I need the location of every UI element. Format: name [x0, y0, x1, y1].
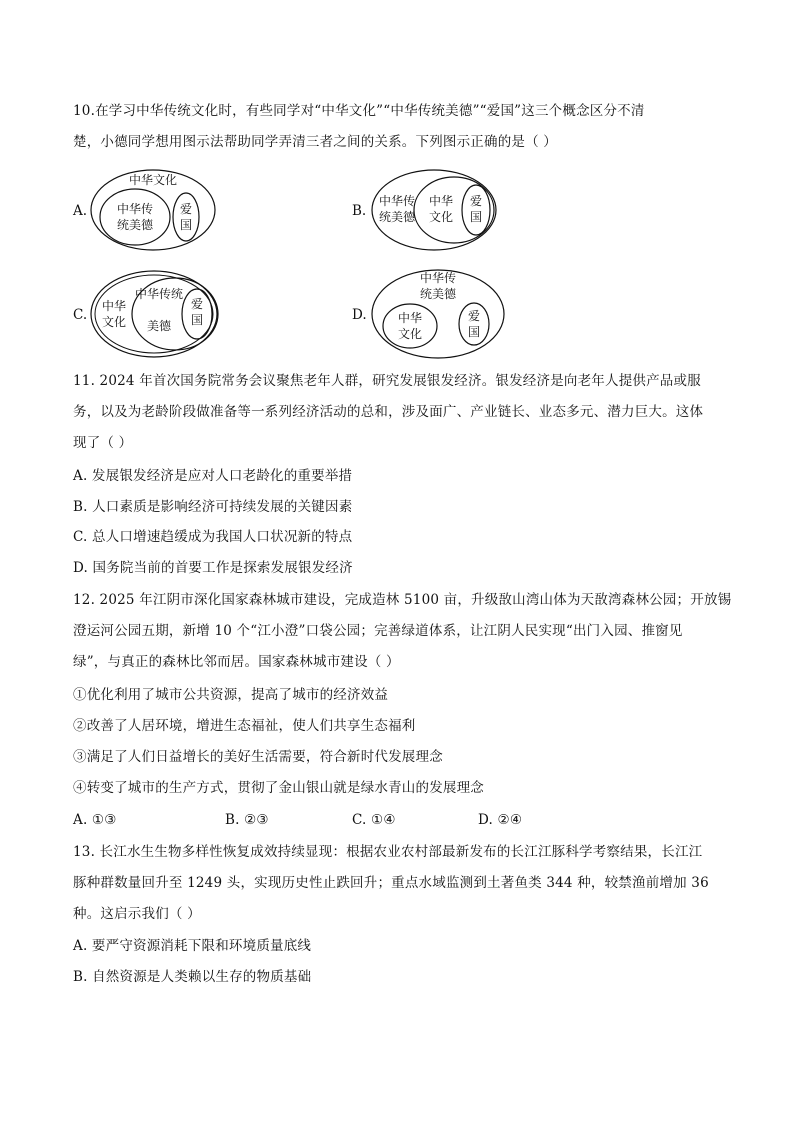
label-outer-2: 统美德: [419, 287, 457, 301]
q12-stem-line-1: 12. 2025 年江阴市深化国家森林城市建设，完成造林 5100 亩，升级敔山湾山体为天敔湾森林公园；开放锡: [73, 592, 732, 608]
label-right-2: 国: [179, 218, 193, 232]
q13-stem-line-3: 种。这启示我们（ ）: [73, 906, 201, 922]
q11-stem-line-3: 现了（ ）: [73, 435, 133, 451]
left-ellipse: [100, 189, 170, 245]
q12-statement-1: ①优化利用了城市公共资源，提高了城市的经济效益: [73, 687, 389, 703]
label-middle-2: 美德: [146, 319, 172, 333]
q12-statement-3: ③满足了人们日益增长的美好生活需要，符合新时代发展理念: [73, 749, 443, 765]
q10-option-a-diagram[interactable]: [88, 167, 218, 253]
q13-option-a[interactable]: A. 要严守资源消耗下限和环境质量底线: [73, 938, 312, 954]
q10-stem-line-1: 10.在学习中华传统文化时，有些同学对“中华文化”“中华传统美德”“爱国”这三个概念区分不清: [73, 103, 645, 119]
right-ellipse: [173, 193, 199, 241]
label-outer-1: 中华传: [419, 271, 457, 285]
q11-option-b[interactable]: B. 人口素质是影响经济可持续发展的关键因素: [73, 499, 353, 515]
label-right-2: 国: [467, 325, 481, 339]
label-middle-1: 中华: [428, 194, 454, 208]
q11-option-d[interactable]: D. 国务院当前的首要工作是探索发展银发经济: [73, 560, 353, 576]
label-left-2: 统美德: [116, 218, 154, 232]
q10-option-d-letter[interactable]: D.: [352, 307, 367, 323]
q12-choice-a[interactable]: A. ①③: [73, 812, 117, 828]
q12-stem-line-3: 绿”，与真正的森林比邻而居。国家森林城市建设（ ）: [73, 654, 400, 670]
label-inner-1: 爱: [469, 194, 483, 208]
q12-choice-b[interactable]: B. ②③: [225, 812, 269, 828]
label-inner-2: 国: [469, 210, 483, 224]
label-left-2: 文化: [397, 327, 423, 341]
q11-option-c[interactable]: C. 总人口增速趋缓成为我国人口状况新的特点: [73, 529, 353, 545]
q13-stem-line-1: 13. 长江水生生物多样性恢复成效持续显现：根据农业农村部最新发布的长江江豚科学考察结果，长江江: [73, 844, 703, 860]
label-left-1: 中华: [397, 311, 423, 325]
q12-stem-line-2: 澄运河公园五期，新增 10 个“江小澄”口袋公园；完善绿道体系，让江阴人民实现“出门入园、推窗见: [73, 623, 683, 639]
label-inner-2: 国: [190, 313, 204, 327]
q11-stem-line-1: 11. 2024 年首次国务院常务会议聚焦老年人群，研究发展银发经济。银发经济是向老年人提供产品或服: [73, 373, 701, 389]
label-inner-1: 爱: [190, 297, 204, 311]
q10-option-b-letter[interactable]: B.: [352, 203, 367, 219]
label-middle-1: 中华传统: [134, 287, 184, 301]
q12-choice-c[interactable]: C. ①④: [352, 812, 396, 828]
label-outer-2: 统美德: [378, 210, 416, 224]
q10-option-c-diagram[interactable]: [88, 268, 224, 360]
q10-option-b-diagram[interactable]: [368, 167, 500, 253]
label-right-1: 爱: [467, 309, 481, 323]
label-outer: 中华文化: [128, 173, 178, 187]
label-right-1: 爱: [179, 202, 193, 216]
label-left-1: 中华传: [116, 202, 154, 216]
q10-stem-line-2: 楚，小德同学想用图示法帮助同学弄清三者之间的关系。下列图示正确的是（ ）: [73, 134, 557, 150]
q12-statement-2: ②改善了人居环境，增进生态福祉，使人们共享生态福利: [73, 718, 416, 734]
label-middle-2: 文化: [428, 210, 454, 224]
q11-option-a[interactable]: A. 发展银发经济是应对人口老龄化的重要举措: [73, 468, 353, 484]
label-outer-1: 中华: [101, 299, 127, 313]
q11-stem-line-2: 务，以及为老龄阶段做准备等一系列经济活动的总和，涉及面广、产业链长、业态多元、潜力巨大。这体: [73, 404, 704, 420]
label-outer-1: 中华传: [378, 194, 416, 208]
q10-option-d-diagram[interactable]: [368, 266, 508, 362]
q10-option-c-letter[interactable]: C.: [73, 307, 88, 323]
q13-stem-line-2: 豚种群数量回升至 1249 头，实现历史性止跌回升；重点水域监测到土著鱼类 344 种，较禁渔前增加 36: [73, 875, 709, 891]
q12-statement-4: ④转变了城市的生产方式，贯彻了金山银山就是绿水青山的发展理念: [73, 780, 484, 796]
q10-option-a-letter[interactable]: A.: [73, 203, 88, 219]
q13-option-b[interactable]: B. 自然资源是人类赖以生存的物质基础: [73, 969, 312, 985]
q12-choice-d[interactable]: D. ②④: [478, 812, 523, 828]
label-outer-2: 文化: [101, 315, 127, 329]
